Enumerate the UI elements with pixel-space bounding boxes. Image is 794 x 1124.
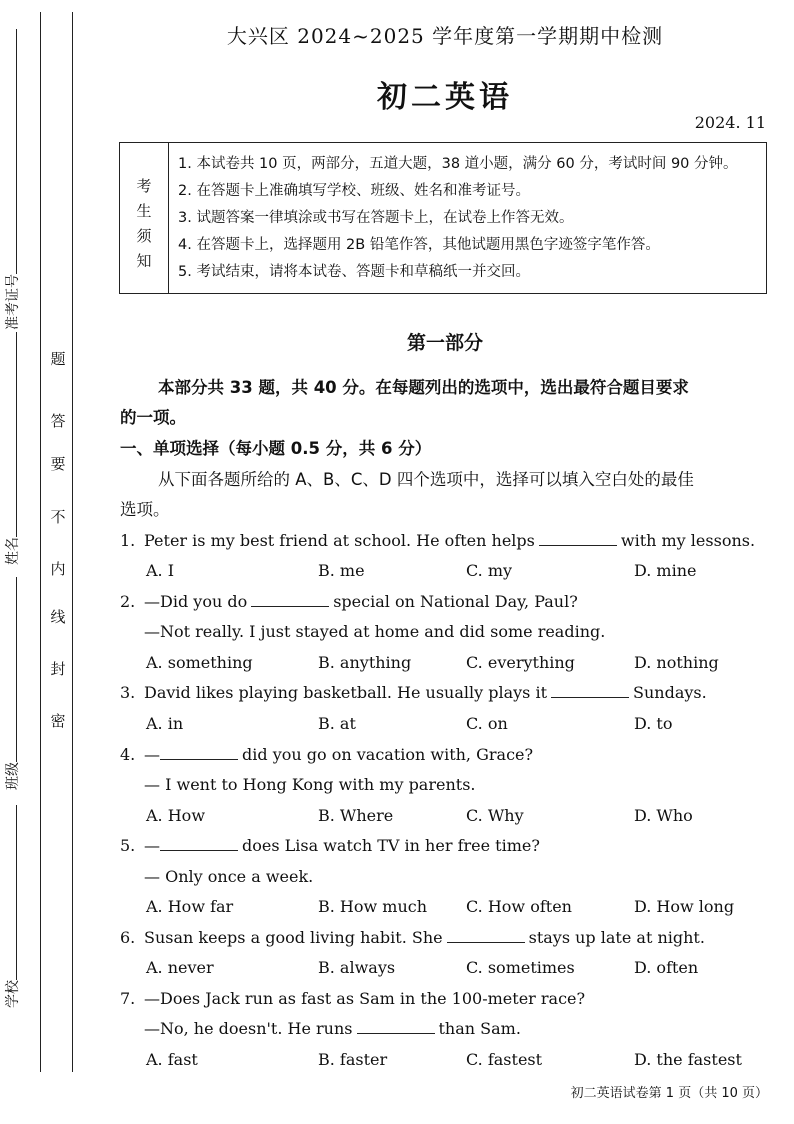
option-a: A. fast <box>146 1050 198 1069</box>
option-c: C. How often <box>466 897 572 916</box>
option-c: C. everything <box>466 653 575 672</box>
question-2-reply: —Not really. I just stayed at home and did some reading. <box>144 622 606 641</box>
option-b: B. faster <box>318 1050 388 1069</box>
notice-item: 3. 试题答案一律填涂或书写在答题卡上，在试卷上作答无效。 <box>178 210 574 226</box>
question-text: —Does Jack run as fast as Sam in the 100-meter race? <box>144 989 586 1008</box>
question-number: 2. <box>120 592 136 611</box>
seal-char: 封 <box>50 660 66 678</box>
exam-id-label: 准考证号 <box>5 274 21 330</box>
option-a: A. How <box>146 806 206 825</box>
answer-blank <box>357 1017 435 1034</box>
question-3 <box>120 678 780 708</box>
question-text: — <box>144 836 160 855</box>
name-label: 姓名 <box>5 537 21 565</box>
exam-title: 大兴区 2024~2025 学年度第一学期期中检测 <box>226 24 664 48</box>
answer-blank <box>251 590 329 607</box>
class-label: 班级 <box>5 762 21 790</box>
option-a: A. I <box>146 561 175 580</box>
question-text: —No, he doesn't. He runs <box>144 1019 353 1038</box>
option-d: D. often <box>634 958 699 977</box>
option-d: D. How long <box>634 897 735 916</box>
option-d: D. the fastest <box>634 1050 742 1069</box>
notice-item: 5. 考试结束，请将本试卷、答题卡和草稿纸一并交回。 <box>178 264 530 280</box>
question-6 <box>120 923 780 953</box>
option-d: D. Who <box>634 806 693 825</box>
question-1 <box>120 526 780 556</box>
school-label: 学校 <box>5 980 21 1008</box>
option-c: C. fastest <box>466 1050 543 1069</box>
section-instruction-line2: 选项。 <box>120 500 170 519</box>
binding-line-outer <box>40 12 41 1072</box>
option-d: D. mine <box>634 561 697 580</box>
binding-line-inner <box>72 12 73 1072</box>
answer-blank <box>551 681 629 698</box>
option-b: B. always <box>318 958 396 977</box>
question-number: 4. <box>120 745 136 764</box>
question-text: David likes playing basketball. He usually plays it <box>144 683 548 702</box>
section-instruction-line1: 从下面各题所给的 A、B、C、D 四个选项中，选择可以填入空白处的最佳 <box>158 470 694 489</box>
notice-items <box>178 151 762 286</box>
question-number: 7. <box>120 989 136 1008</box>
question-text: Sundays. <box>633 683 707 702</box>
option-c: C. my <box>466 561 513 580</box>
seal-char: 题 <box>50 350 66 368</box>
notice-label-char: 考 <box>136 177 152 195</box>
question-number: 6. <box>120 928 136 947</box>
seal-char: 答 <box>50 412 66 430</box>
option-c: C. on <box>466 714 508 733</box>
binding-margin <box>0 0 100 1124</box>
question-7 <box>120 984 780 1014</box>
section-title: 一、单项选择（每小题 0.5 分，共 6 分） <box>120 439 432 458</box>
option-a: A. in <box>146 714 184 733</box>
question-4 <box>120 740 780 770</box>
option-c: C. sometimes <box>466 958 575 977</box>
part-title: 第一部分 <box>406 332 483 354</box>
answer-blank <box>160 834 238 851</box>
option-b: B. How much <box>318 897 428 916</box>
option-b: B. at <box>318 714 356 733</box>
question-2 <box>120 587 780 617</box>
notice-label <box>120 143 169 293</box>
question-text: special on National Day, Paul? <box>333 592 578 611</box>
option-b: B. Where <box>318 806 394 825</box>
notice-label-char: 须 <box>136 227 152 245</box>
seal-char: 内 <box>50 560 66 578</box>
question-text: does Lisa watch TV in her free time? <box>242 836 540 855</box>
option-b: B. anything <box>318 653 412 672</box>
option-a: A. never <box>146 958 214 977</box>
question-text: stays up late at night. <box>528 928 705 947</box>
question-text: Peter is my best friend at school. He often helps <box>144 531 535 550</box>
question-number: 1. <box>120 531 136 550</box>
subject-title: 初二英语 <box>377 80 513 115</box>
answer-blank <box>447 926 525 943</box>
notice-item: 4. 在答题卡上，选择题用 2B 铅笔作答，其他试题用黑色字迹签字笔作答。 <box>178 237 660 253</box>
part-intro-line1: 本部分共 33 题，共 40 分。在每题列出的选项中，选出最符合题目要求 <box>158 378 689 397</box>
option-a: A. something <box>146 653 253 672</box>
question-number: 5. <box>120 836 136 855</box>
exam-date: 2024. 11 <box>694 113 766 132</box>
seal-char: 要 <box>50 455 66 473</box>
seal-char: 线 <box>50 608 66 626</box>
question-text: with my lessons. <box>620 531 756 550</box>
seal-char: 密 <box>50 712 66 730</box>
option-d: D. nothing <box>634 653 719 672</box>
question-text: than Sam. <box>438 1019 521 1038</box>
question-4-reply: — I went to Hong Kong with my parents. <box>144 775 476 794</box>
candidate-notice-box <box>119 142 767 294</box>
question-number: 3. <box>120 683 136 702</box>
answer-blank <box>539 529 617 546</box>
question-text: — <box>144 745 160 764</box>
question-text: did you go on vacation with, Grace? <box>242 745 534 764</box>
question-5 <box>120 831 780 861</box>
question-5-reply: — Only once a week. <box>144 867 314 886</box>
notice-item: 1. 本试卷共 10 页，两部分，五道大题，38 道小题，满分 60 分，考试时间 90 分钟。 <box>178 156 738 172</box>
option-c: C. Why <box>466 806 524 825</box>
notice-label-char: 知 <box>136 252 152 270</box>
answer-blank <box>160 743 238 760</box>
option-b: B. me <box>318 561 365 580</box>
notice-item: 2. 在答题卡上准确填写学校、班级、姓名和准考证号。 <box>178 183 530 199</box>
page-footer: 初二英语试卷第 1 页（共 10 页） <box>570 1086 768 1101</box>
question-text: —Did you do <box>144 592 248 611</box>
question-7-reply <box>144 1014 521 1044</box>
option-d: D. to <box>634 714 673 733</box>
question-text: Susan keeps a good living habit. She <box>144 928 443 947</box>
notice-label-char: 生 <box>136 202 152 220</box>
seal-char: 不 <box>50 508 66 526</box>
part-intro-line2: 的一项。 <box>120 408 186 427</box>
option-a: A. How far <box>146 897 234 916</box>
